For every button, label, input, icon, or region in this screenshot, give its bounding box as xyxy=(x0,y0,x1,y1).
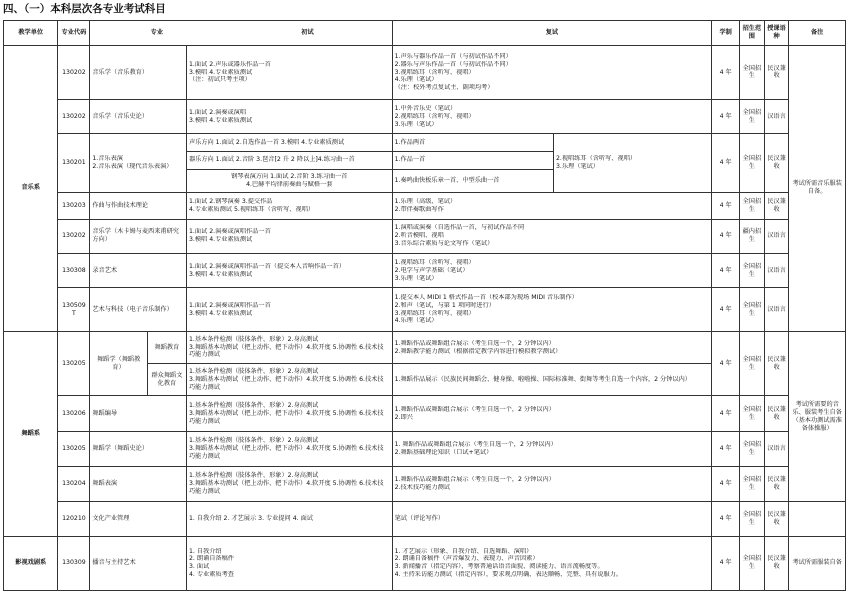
scope-cell: 全国招生 xyxy=(740,192,765,219)
retest-cell: 笔试（评论写作） xyxy=(392,502,712,536)
major-name: 舞蹈学（舞蹈教育） xyxy=(90,331,148,395)
prelim-cell: 1.面试 2.演奏或演唱 3.模唱 4.专业素质测试 xyxy=(186,100,392,134)
prelim-cell: 1.面试 2.演奏或演唱作品一首（提交本人音响作品一首） 3.模唱 4.专业素质测试 xyxy=(186,253,392,287)
table-row xyxy=(4,502,846,536)
lang-cell: 民汉兼收 xyxy=(764,192,789,219)
table-row xyxy=(4,192,846,219)
scope-cell: 全国招生 xyxy=(740,288,765,332)
major-name: 1.音乐表演 2.音乐表演（现代音乐表演） xyxy=(90,134,187,192)
retest-cell: 1.提交本人 MIDI 1 格式作品一首（校本部为现场 MIDI 音乐制作） 2.和声（笔试，与第 1 项同时进行） 3.视唱练耳（含听写、视唱） 4.乐理（笔试） xyxy=(392,288,712,332)
table-row xyxy=(4,45,846,99)
major-name: 播音与主持艺术 xyxy=(90,536,187,590)
scope-cell: 全国招生 xyxy=(740,331,765,395)
prelim-cell: 1.基本条件检测（肢体条件、形象）2.身高测试 3.舞蹈基本功测试（把上动作、把下动作）4.软开度 5.协调性 6.技术技巧能力测试 xyxy=(186,467,392,502)
dept-dance: 舞蹈系 xyxy=(4,331,58,536)
header-major: 专业 xyxy=(150,29,164,36)
prelim-cell: 1.基本条件检测（肢体条件、形象）2.身高测试 3.舞蹈基本功测试（把上动作、把下动作）4.软开度 5.协调性 6.技术技巧能力测试 xyxy=(186,331,392,363)
lang-cell: 民汉兼收 xyxy=(764,536,789,590)
retest-cell: 1.演唱或演奏（自选作品一首，与初试作品不同 2.听音模唱、视唱 3.音乐综合素质与论文写作（笔试） xyxy=(392,219,712,253)
major-code: 130309 xyxy=(58,536,90,590)
prelim-cell: 1. 自我介绍 2. 才艺展示 3. 专业提问 4. 面试 xyxy=(186,502,392,536)
dept-music: 音乐系 xyxy=(4,45,58,331)
major-code: 130206 xyxy=(58,396,90,431)
lang-cell: 民汉兼收 xyxy=(764,45,789,99)
lang-cell: 民汉兼收 xyxy=(764,134,789,192)
table-row xyxy=(4,134,846,152)
lang-cell: 汉语言 xyxy=(764,431,789,466)
lang-cell: 民汉兼收 xyxy=(764,331,789,395)
table-row xyxy=(4,467,846,502)
retest-cell: 1.奏鸣曲快板乐章一首、中型乐曲一首 xyxy=(392,169,553,192)
retest-cell: 1.作品一首 xyxy=(392,152,553,170)
prelim-cell: 1.基本条件检测（肢体条件、形象）2.身高测试 3.舞蹈基本功测试（把上动作、把下动作）4.软开度 5.协调性 6.技术技巧能力测试 xyxy=(186,431,392,466)
scope-cell: 全国招生 xyxy=(740,253,765,287)
scope-cell: 全国招生 xyxy=(740,431,765,466)
major-code: 130509T xyxy=(58,288,90,332)
header-prelim: 初试 xyxy=(301,29,314,36)
retest-cell: 1. 才艺展示（形象、自我介绍、自选舞蹈、演唱） 2. 朗诵自备稿件（声音爆发力、表现力、声音因素） 3. 新闻播音（指定内容），考察普通话语音面貌、阅读能力、语言流畅度等。 4. 主持采访能力测试（指定内容），要求观点明确、表达顺畅、完整、具有说服力。 xyxy=(392,536,712,590)
table-row xyxy=(4,253,846,287)
retest-cell: 1.舞蹈作品展示（民族民间舞蹈会、健身操、啦啦操、国际标准舞、街舞等考生自选一个内容，2 分钟以内） xyxy=(392,364,712,396)
major-code: 130204 xyxy=(58,467,90,502)
scope-cell: 全国招生 xyxy=(740,100,765,134)
table-row xyxy=(4,431,846,466)
header-years: 学制 xyxy=(712,21,740,46)
table-row xyxy=(4,536,846,590)
scope-cell: 全国招生 xyxy=(740,502,765,536)
retest-cell: 1.乐理（高级、笔试） 2.带伴奏歌曲写作 xyxy=(392,192,712,219)
prelim-cell: 1.面试 2.演奏或演唱作品一首 3.模唱 4.专业素质测试 xyxy=(186,288,392,332)
prelim-cell: 1.面试 2.演奏或演唱作品一首 3.模唱 4.专业素质测试 xyxy=(186,219,392,253)
prelim-cell: 1.面试 2.声乐或器乐作品一首 3.模唱 4.专业素质测试 （注：初试只考主项） xyxy=(186,45,392,99)
major-code: 130202 xyxy=(58,100,90,134)
major-code: 130205 xyxy=(58,331,90,395)
scope-cell: 全国招生 xyxy=(740,467,765,502)
prelim-cell: 钢琴表演方向 1.面试 2.音阶 3.练习曲一首 4.巴赫平均律前奏曲与赋格一套 xyxy=(186,169,392,192)
prelim-cell: 1.基本条件检测（肢体条件、形象）2.身高测试 3.舞蹈基本功测试（把上动作、把下动作）4.软开度 5.协调性 6.技术技巧能力测试 xyxy=(186,396,392,431)
major-name: 音乐学（木卡姆与麦西来甫研究方向） xyxy=(90,219,187,253)
years-cell: 4 年 xyxy=(712,467,740,502)
header-lang: 授课语种 xyxy=(764,21,789,46)
retest-cell: 1.中外音乐史（笔试） 2.视唱练耳（含听写、视唱） 3.乐理（笔试） xyxy=(392,100,712,134)
direction-cell: 群众舞蹈文化教育 xyxy=(147,364,186,396)
retest-common-cell: 2.视唱练耳（含听写、视唱） 3.乐理（笔试） xyxy=(553,134,711,192)
major-name: 音乐学（音乐史论） xyxy=(90,100,187,134)
note-music: 考试所需音乐服装自备。 xyxy=(789,45,846,331)
prelim-cell: 1. 自我介绍 2. 朗诵自备稿件 3. 面试 4. 专业素质考查 xyxy=(186,536,392,590)
major-code: 130201 xyxy=(58,134,90,192)
years-cell: 4 年 xyxy=(712,431,740,466)
prelim-cell: 器乐方向 1.面试 2.音阶 3.琶音[2 升 2 降以上]4.练习曲一首 xyxy=(186,152,392,170)
scope-cell: 疆内招生 xyxy=(740,219,765,253)
scope-cell: 全国招生 xyxy=(740,396,765,431)
note-dance: 考试所需要的音乐、服装考生自备（基本功测试需准备体操服） xyxy=(789,331,846,502)
direction-cell: 舞蹈教育 xyxy=(147,331,186,363)
header-dept: 教学单位 xyxy=(4,21,58,46)
note-film: 考试所需服装自备 xyxy=(789,536,846,590)
major-name: 舞蹈编导 xyxy=(90,396,187,431)
years-cell: 4 年 xyxy=(712,502,740,536)
page-title: 四、（一）本科层次各专业考试科目 xyxy=(3,3,166,15)
years-cell: 4 年 xyxy=(712,219,740,253)
major-code: 130202 xyxy=(58,45,90,99)
scope-cell: 全国招生 xyxy=(740,134,765,192)
years-cell: 4 年 xyxy=(712,536,740,590)
table-row xyxy=(4,288,846,332)
major-name: 录音艺术 xyxy=(90,253,187,287)
major-code: 130202 xyxy=(58,219,90,253)
major-name: 艺术与科技（电子音乐制作） xyxy=(90,288,187,332)
years-cell: 4 年 xyxy=(712,100,740,134)
major-name: 舞蹈学（舞蹈史论） xyxy=(90,431,187,466)
years-cell: 4 年 xyxy=(712,331,740,395)
lang-cell: 民汉兼收 xyxy=(764,502,789,536)
years-cell: 4 年 xyxy=(712,253,740,287)
retest-cell: 1.舞蹈作品或舞蹈组合展示（考生自选一个，2 分钟以内） 2.即兴 xyxy=(392,396,712,431)
lang-cell: 汉语言 xyxy=(764,219,789,253)
major-code: 130308 xyxy=(58,253,90,287)
header-scope: 招生范围 xyxy=(740,21,765,46)
major-code: 120210 xyxy=(58,502,90,536)
table-row xyxy=(4,219,846,253)
note-empty xyxy=(789,502,846,536)
lang-cell: 汉语言 xyxy=(764,288,789,332)
dept-film: 影视戏剧系 xyxy=(4,536,58,590)
table-row xyxy=(4,331,846,363)
table-row xyxy=(4,100,846,134)
scope-cell: 全国招生 xyxy=(740,45,765,99)
lang-cell: 汉语言 xyxy=(764,100,789,134)
retest-cell: 1. 舞蹈作品或舞蹈组合展示（考生自选一个，2 分钟以内） 2.舞蹈基础理论知识（口试+笔试） xyxy=(392,431,712,466)
major-name: 作曲与作曲技术理论 xyxy=(90,192,187,219)
header-note: 备注 xyxy=(789,21,846,46)
exam-subjects-table xyxy=(3,20,846,591)
header-code: 专业代码 xyxy=(58,21,90,46)
prelim-cell: 1.基本条件检测（肢体条件、形象）2.身高测试 3.舞蹈基本功测试（把上动作、把下动作）4.软开度 5.协调性 6.技术技巧能力测试 xyxy=(186,364,392,396)
scope-cell: 全国招生 xyxy=(740,536,765,590)
lang-cell: 民汉兼收 xyxy=(764,396,789,431)
header-retest: 复试 xyxy=(392,21,712,46)
prelim-cell: 1.面试 2.钢琴演奏 3.提交作品 4.专业素质测试 5.视唱练耳（含听写、视唱） xyxy=(186,192,392,219)
retest-cell: 1.作品两首 xyxy=(392,134,553,152)
years-cell: 4 年 xyxy=(712,288,740,332)
major-code: 130205 xyxy=(58,431,90,466)
table-row xyxy=(4,396,846,431)
prelim-cell: 声乐方向 1.面试 2.自选作品一首 3.模唱 4.专业素质测试 xyxy=(186,134,392,152)
retest-cell: 1.视唱练耳（含听写、视唱） 2.电学与声学基础（笔试） 3.乐理（笔试） xyxy=(392,253,712,287)
major-name: 音乐学（音乐教育） xyxy=(90,45,187,99)
years-cell: 4 年 xyxy=(712,192,740,219)
major-name: 文化产业管理 xyxy=(90,502,187,536)
header-row xyxy=(4,21,846,46)
years-cell: 4 年 xyxy=(712,396,740,431)
lang-cell: 民汉兼收 xyxy=(764,467,789,502)
major-name: 舞蹈表演 xyxy=(90,467,187,502)
retest-cell: 1.声乐与器乐作品一首（与初试作品不同） 2.器乐与声乐作品一首（与初试作品不同） 3.视唱练耳（含听写、视唱） 4.乐理（笔试） （注：校外考点复试主、副项均考） xyxy=(392,45,712,99)
years-cell: 4 年 xyxy=(712,134,740,192)
major-code: 130203 xyxy=(58,192,90,219)
header-major-prelim-gap xyxy=(90,21,392,46)
retest-cell: 1.舞蹈作品或舞蹈组合展示（考生自选一个，2 分钟以内） 2.舞蹈教学能力测试（根据指定教学内容进行模拟教学测试） xyxy=(392,331,712,363)
years-cell: 4 年 xyxy=(712,45,740,99)
retest-cell: 1.舞蹈作品或舞蹈组合展示（考生自选一个，2 分钟以内） 2.技术技巧能力测试 xyxy=(392,467,712,502)
lang-cell: 汉语言 xyxy=(764,253,789,287)
